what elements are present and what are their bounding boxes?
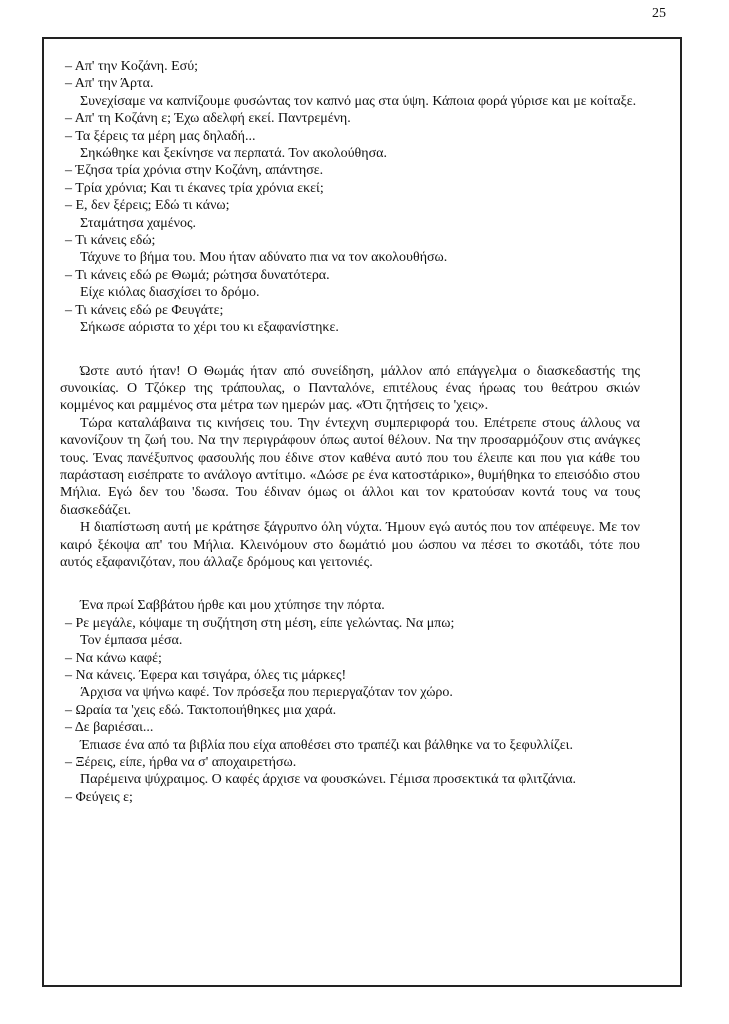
- section-dialogue-2: [60, 597, 640, 806]
- section-gap: [60, 337, 640, 363]
- paragraph: – Έζησα τρία χρόνια στην Κοζάνη, απάντησε.: [65, 163, 324, 179]
- paragraph: Έπιασε ένα από τα βιβλία που είχα αποθέσει στο τραπέζι και βάλθηκε να το ξεφυλλίζει.: [80, 737, 573, 753]
- paragraph: Η διαπίστωση αυτή με κράτησε ξάγρυπνο όλη νύχτα. Ήμουν εγώ αυτός που τον απέφευγε. Με τον καιρό ξέκοψα απ' του Μήλια. Κλεινόμουν στο δωμάτιό μου ώσπου να πέσει το σκοτάδι, τότε που αυτός εξαφανιζόταν, που άλλαζε δρόμους και γειτονιές.: [60, 520, 640, 570]
- paragraph: Τάχυνε το βήμα του. Μου ήταν αδύνατο πια να τον ακολουθήσω.: [80, 250, 448, 266]
- paragraph: Σηκώθηκε και ξεκίνησε να περπατά. Τον ακολούθησα.: [80, 146, 387, 162]
- section-gap: [60, 571, 640, 597]
- paragraph: – Φεύγεις ε;: [65, 789, 133, 805]
- paragraph: Είχε κιόλας διασχίσει το δρόμο.: [80, 285, 260, 301]
- paragraph: – Τι κάνεις εδώ ρε Φευγάτε;: [65, 302, 224, 318]
- paragraph: – Τι κάνεις εδώ ρε Θωμά; ρώτησα δυνατότερα.: [65, 267, 330, 283]
- section-dialogue-1: [60, 58, 640, 337]
- page-number: 25: [652, 6, 666, 21]
- paragraph: Τώρα καταλάβαινα τις κινήσεις του. Την έντεχνη συμπεριφορά του. Επέτρεπε στους άλλους να κανονίζουν τη ζωή του. Να την περιγράφουν όπως αυτοί θέλουν. Να την προσαρμόζουν στις ανάγκες τους. Ένας πανέξυπνος φασουλής που έδινε στον καθένα αυτό που του έλειπε και που για κάθε του παράσταση εισέπρατε το ανάλογο αντίτιμο. «Δώσε ρε ένα κατοστάρικο», θυμήθηκα το επεισόδιο στου Μήλια. Εγώ δεν του 'δωσα. Του έδιναν όμως οι άλλοι και τον κρατούσαν κοντά τους να τους διασκεδάζει.: [60, 415, 640, 518]
- paragraph: – Ρε μεγάλε, κόψαμε τη συζήτηση στη μέση, είπε γελώντας. Να μπω;: [65, 615, 455, 631]
- paragraph: – Τι κάνεις εδώ;: [65, 233, 156, 249]
- paragraph: Συνεχίσαμε να καπνίζουμε φυσώντας τον καπνό μας στα ύψη. Κάποια φορά γύρισε και με κοίταξε.: [80, 93, 637, 109]
- paragraph: – Ε, δεν ξέρεις; Εδώ τι κάνω;: [65, 198, 230, 214]
- paragraph: – Ξέρεις, είπε, ήρθα να σ' αποχαιρετήσω.: [65, 755, 297, 771]
- paragraph: – Τα ξέρεις τα μέρη μας δηλαδή...: [65, 128, 256, 144]
- paragraph: – Απ' την Κοζάνη. Εσύ;: [65, 59, 199, 74]
- paragraph: Παρέμεινα ψύχραιμος. Ο καφές άρχισε να φουσκώνει. Γέμισα προσεκτικά τα φλιτζάνια.: [80, 772, 577, 788]
- paragraph: – Απ' την Άρτα.: [65, 76, 154, 92]
- paragraph: – Να κάνεις. Έφερα και τσιγάρα, όλες τις μάρκες!: [65, 668, 347, 683]
- paragraph: – Ωραία τα 'χεις εδώ. Τακτοποιήθηκες μια χαρά.: [65, 702, 337, 718]
- paragraph: Σήκωσε αόριστα το χέρι του κι εξαφανίστηκε.: [80, 320, 339, 336]
- paragraph: Τον έμπασα μέσα.: [80, 633, 183, 649]
- section-narrative: [60, 363, 640, 572]
- paragraph: Ώστε αυτό ήταν! Ο Θωμάς ήταν από συνείδηση, μάλλον από επάγγελμα ο διασκεδαστής της συνοικίας. Ο Τζόκερ της τράπουλας, ο Πανταλόνε, επιτέλους ένας ήρωας του θεάτρου σκιών κομμένος και ραμμένος στα μέτρα των ημερών μας. «Ότι ζητήσεις το 'χεις».: [60, 363, 640, 414]
- paragraph: – Απ' τη Κοζάνη ε; Έχω αδελφή εκεί. Παντρεμένη.: [65, 111, 351, 127]
- paragraph: Ένα πρωί Σαββάτου ήρθε και μου χτύπησε την πόρτα.: [80, 598, 385, 614]
- paragraph: – Δε βαριέσαι...: [65, 720, 154, 736]
- paragraph: Άρχισα να ψήνω καφέ. Τον πρόσεξα που περιεργαζόταν τον χώρο.: [80, 685, 453, 701]
- paragraph: – Να κάνω καφέ;: [65, 650, 162, 666]
- page-text: [60, 58, 640, 806]
- paragraph: Σταμάτησα χαμένος.: [80, 215, 197, 231]
- paragraph: – Τρία χρόνια; Και τι έκανες τρία χρόνια εκεί;: [65, 180, 324, 196]
